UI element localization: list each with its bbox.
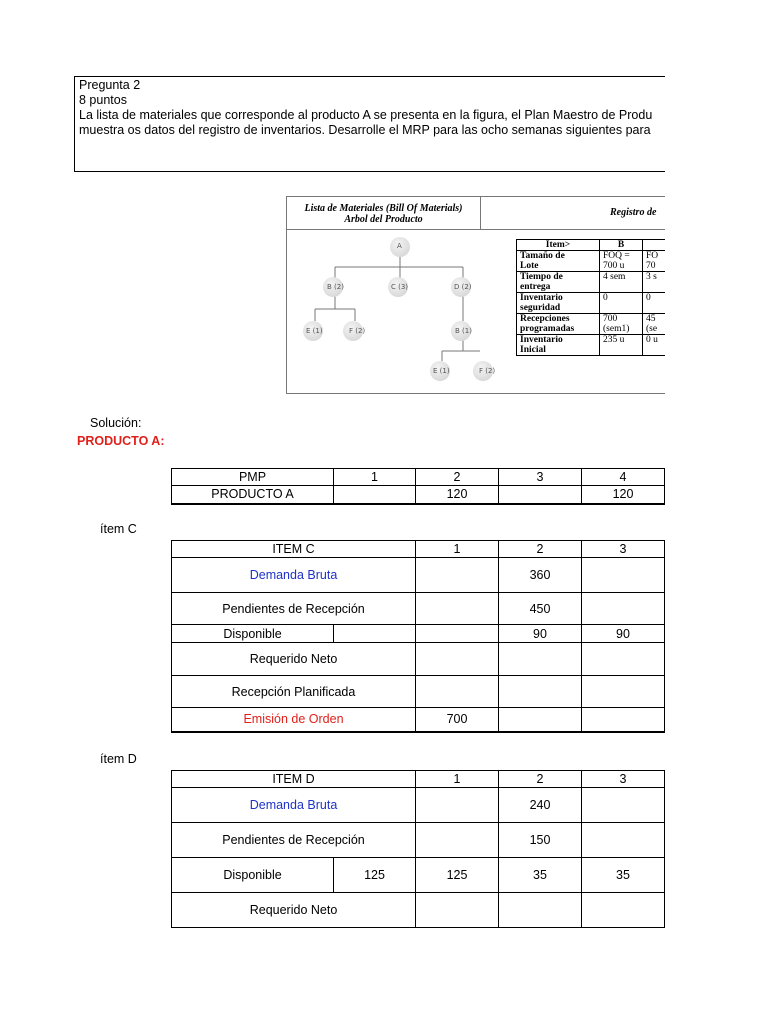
cell: 35 [582, 858, 665, 893]
registry-row [517, 251, 666, 272]
pmp-cell: PRODUCTO A [172, 486, 334, 504]
node-b: B (2) [327, 283, 344, 291]
bom-title: Lista de Materiales (Bill Of Materials) [304, 203, 463, 214]
registry-cell: FO 70 [643, 251, 666, 272]
registry-row [517, 335, 666, 356]
item-d-pendientes-row [172, 823, 665, 858]
cell: 450 [499, 593, 582, 625]
registry-header-cell [643, 240, 666, 251]
cell [582, 593, 665, 625]
item-c-requerido-row [172, 643, 665, 676]
item-c-table [171, 540, 665, 733]
cell [416, 625, 499, 643]
question-text-line1: La lista de materiales que corresponde al producto A se presenta en la figura, el Plan Maestro de Produ [79, 108, 653, 122]
question-points: 8 puntos [79, 93, 127, 107]
cell [582, 788, 665, 823]
item-c-recepcion-row [172, 676, 665, 708]
registry-label: Tiempo de entrega [517, 272, 600, 293]
pmp-header-cell: PMP [172, 469, 334, 486]
row-label: Pendientes de Recepción [172, 593, 416, 625]
registry-cell: 45 (se [643, 314, 666, 335]
item-c-header-cell: ITEM C [172, 541, 416, 558]
cell [416, 676, 499, 708]
cell: 35 [499, 858, 582, 893]
cell [416, 893, 499, 928]
registry-header-row [517, 240, 666, 251]
registry-cell: 4 sem [600, 272, 643, 293]
question-text-line2: muestra os datos del registro de inventarios. Desarrolle el MRP para las ocho semanas siguientes para [79, 123, 651, 137]
node-e2: E (1) [433, 367, 450, 375]
bom-subtitle: Arbol del Producto [344, 214, 423, 225]
cell [416, 558, 499, 593]
item-d-table [171, 770, 665, 928]
registry-header [480, 197, 665, 230]
row-label: Disponible [172, 625, 334, 643]
registry-header-cell: B [600, 240, 643, 251]
registry-table [516, 239, 665, 356]
cell [582, 643, 665, 676]
cell [334, 625, 416, 643]
item-c-header-cell: 3 [582, 541, 665, 558]
item-c-header-row [172, 541, 665, 558]
registry-row [517, 314, 666, 335]
node-d: D (2) [454, 283, 472, 291]
registry-cell: 0 u [643, 335, 666, 356]
pmp-cell: 120 [416, 486, 499, 504]
row-label: Disponible [172, 858, 334, 893]
pmp-row [172, 486, 665, 504]
item-d-header-cell: 1 [416, 771, 499, 788]
registry-header-cell: Item> [517, 240, 600, 251]
cell [416, 593, 499, 625]
registry-label: Recepciones programadas [517, 314, 600, 335]
registry-label: Inventario Inicial [517, 335, 600, 356]
item-d-header-cell: 3 [582, 771, 665, 788]
registry-cell: 235 u [600, 335, 643, 356]
item-d-header-cell: 2 [499, 771, 582, 788]
row-label: Emisión de Orden [172, 708, 416, 732]
item-c-header-cell: 2 [499, 541, 582, 558]
row-label: Requerido Neto [172, 893, 416, 928]
question-title: Pregunta 2 [79, 78, 141, 92]
product-tree-lines [287, 229, 480, 394]
cell [499, 643, 582, 676]
item-c-pendientes-row [172, 593, 665, 625]
item-c-caption: ítem C [100, 522, 137, 536]
question-box [74, 76, 665, 172]
registry-label: Inventario seguridad [517, 293, 600, 314]
row-label: Demanda Bruta [172, 558, 416, 593]
cell: 150 [499, 823, 582, 858]
cell: 700 [416, 708, 499, 732]
cell [582, 558, 665, 593]
node-b2: B (1) [455, 327, 472, 335]
pmp-cell [334, 486, 416, 504]
producto-a-label: PRODUCTO A: [77, 434, 165, 448]
registry-cell: 0 [643, 293, 666, 314]
cell [582, 708, 665, 732]
item-c-emision-row [172, 708, 665, 732]
item-c-disponible-row [172, 625, 665, 643]
cell [582, 893, 665, 928]
item-d-header-cell: ITEM D [172, 771, 416, 788]
cell [416, 823, 499, 858]
bom-figure [286, 196, 665, 394]
node-f2: F (2) [479, 367, 496, 375]
registry-cell: FOQ = 700 u [600, 251, 643, 272]
row-label: Demanda Bruta [172, 788, 416, 823]
pmp-header-cell: 2 [416, 469, 499, 486]
cell: 90 [582, 625, 665, 643]
row-label: Pendientes de Recepción [172, 823, 416, 858]
pmp-header-cell: 3 [499, 469, 582, 486]
bom-header [287, 197, 481, 230]
pmp-header-cell: 4 [582, 469, 665, 486]
registry-title: Registro de [610, 207, 657, 218]
registry-label: Tamaño de Lote [517, 251, 600, 272]
cell [582, 676, 665, 708]
node-f1: F (2) [349, 327, 366, 335]
registry-row [517, 293, 666, 314]
item-d-demanda-row [172, 788, 665, 823]
cell [499, 676, 582, 708]
node-e1: E (1) [306, 327, 323, 335]
item-c-demanda-row [172, 558, 665, 593]
cell: 125 [334, 858, 416, 893]
row-label: Recepción Planificada [172, 676, 416, 708]
cell [416, 788, 499, 823]
item-d-disponible-row [172, 858, 665, 893]
row-label: Requerido Neto [172, 643, 416, 676]
item-c-header-cell: 1 [416, 541, 499, 558]
registry-cell: 3 s [643, 272, 666, 293]
pmp-header-row [172, 469, 665, 486]
cell: 90 [499, 625, 582, 643]
pmp-table [171, 468, 665, 505]
pmp-header-cell: 1 [334, 469, 416, 486]
item-d-requerido-row [172, 893, 665, 928]
cell [499, 708, 582, 732]
registry-row [517, 272, 666, 293]
registry-cell: 700 (sem1) [600, 314, 643, 335]
cell: 360 [499, 558, 582, 593]
node-a: A [397, 242, 402, 250]
item-d-caption: ítem D [100, 752, 137, 766]
cell [416, 643, 499, 676]
pmp-cell [499, 486, 582, 504]
pmp-cell: 120 [582, 486, 665, 504]
node-c: C (3) [391, 283, 409, 291]
registry-cell: 0 [600, 293, 643, 314]
solucion-label: Solución: [90, 416, 142, 430]
cell: 125 [416, 858, 499, 893]
cell: 240 [499, 788, 582, 823]
cell [582, 823, 665, 858]
cell [499, 893, 582, 928]
item-d-header-row [172, 771, 665, 788]
